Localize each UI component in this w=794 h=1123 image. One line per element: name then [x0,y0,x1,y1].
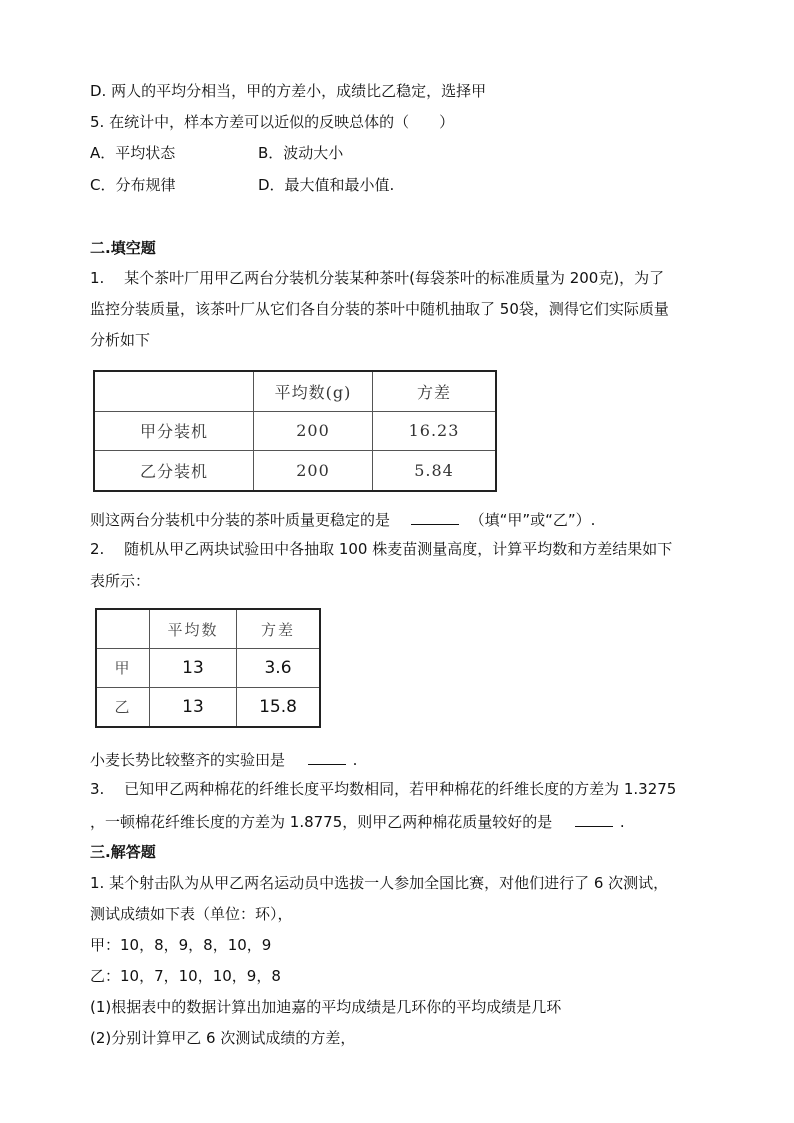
table-header-row [94,371,496,411]
fill-q1-line-2: 监控分装质量，该茶叶厂从它们各自分装的茶叶中随机抽取了 50袋，测得它们实际质量 [90,300,669,318]
table-cell: 5.84 [373,451,497,491]
question-5-option-c: C．分布规律 [90,176,176,194]
question-5-option-d: D．最大值和最小值. [258,176,395,194]
fill-q3-line-1: 3. 已知甲乙两种棉花的纤维长度平均数相同，若甲种棉花的纤维长度的方差为 1.3275 [90,780,677,798]
table-cell: 甲分装机 [94,411,254,450]
table-header-cell: 方差 [373,371,497,411]
table-row [96,649,320,688]
answer-prefix: 小麦长势比较整齐的实验田是 [90,751,286,769]
table-cell: 3.6 [237,649,321,688]
jia-scores: 甲：10，8，9，8，10，9 [90,936,272,954]
sub-question-1: (1)根据表中的数据计算出加迪嘉的平均成绩是几环你的平均成绩是几环 [90,998,562,1016]
fill-q1-line-3: 分析如下 [90,331,151,349]
wheat-field-table [95,608,321,728]
question-5-option-b: B．波动大小 [258,144,344,162]
table-header-cell: 平均数(g) [254,371,373,411]
answer-suffix: （填“甲”或“乙”）. [469,511,596,529]
table-cell: 16.23 [373,411,497,450]
yi-scores: 乙：10，7，10，10，9，8 [90,967,281,985]
answer-suffix: . [352,751,358,769]
answer-blank [308,748,346,765]
table-cell: 13 [150,649,237,688]
table-header-cell: 平均数 [150,609,237,649]
fill-q2-line-1: 2. 随机从甲乙两块试验田中各抽取 100 株麦苗测量高度，计算平均数和方差结果如下 [90,540,673,558]
table-row [96,687,320,727]
table-cell: 乙分装机 [94,451,254,491]
table-header-cell [96,609,150,649]
table-cell: 200 [254,411,373,450]
answer-prefix: ，一顿棉花纤维长度的方差为 1.8775，则甲乙两种棉花质量较好的是 [90,813,553,831]
sub-question-2: (2)分别计算甲乙 6 次测试成绩的方差， [90,1029,356,1047]
option-d-text: D. 两人的平均分相当，甲的方差小，成绩比乙稳定，选择甲 [90,82,487,100]
fill-q3-line-2 [90,810,625,832]
table-cell: 乙 [96,687,150,727]
table-header-row [96,609,320,649]
question-5-stem: 5. 在统计中，样本方差可以近似的反映总体的（ ） [90,113,455,131]
answer-blank [411,508,459,525]
fill-q2-answer-line [90,748,357,770]
table-cell: 200 [254,451,373,491]
table-header-cell: 方差 [237,609,321,649]
table-cell: 15.8 [237,687,321,727]
section-3-heading: 三.解答题 [90,843,156,861]
table-cell: 甲 [96,649,150,688]
table-cell: 13 [150,687,237,727]
fill-q2-line-2: 表所示： [90,572,151,590]
tea-machine-table [93,370,497,492]
section-2-heading: 二.填空题 [90,239,156,257]
table-header-cell [94,371,254,411]
answer-suffix: . [619,813,625,831]
answer-blank [575,810,613,827]
table-row [94,411,496,450]
answer-q1-line-2: 测试成绩如下表（单位：环）， [90,905,293,923]
table-row [94,451,496,491]
answer-q1-line-1: 1. 某个射击队为从甲乙两名运动员中选拔一人参加全国比赛，对他们进行了 6 次测试， [90,874,669,892]
answer-prefix: 则这两台分装机中分装的茶叶质量更稳定的是 [90,511,391,529]
question-5-option-a: A．平均状态 [90,144,176,162]
fill-q1-line-1: 1. 某个茶叶厂用甲乙两台分装机分装某种茶叶(每袋茶叶的标准质量为 200克)，为了 [90,269,665,287]
fill-q1-answer-line [90,508,595,530]
